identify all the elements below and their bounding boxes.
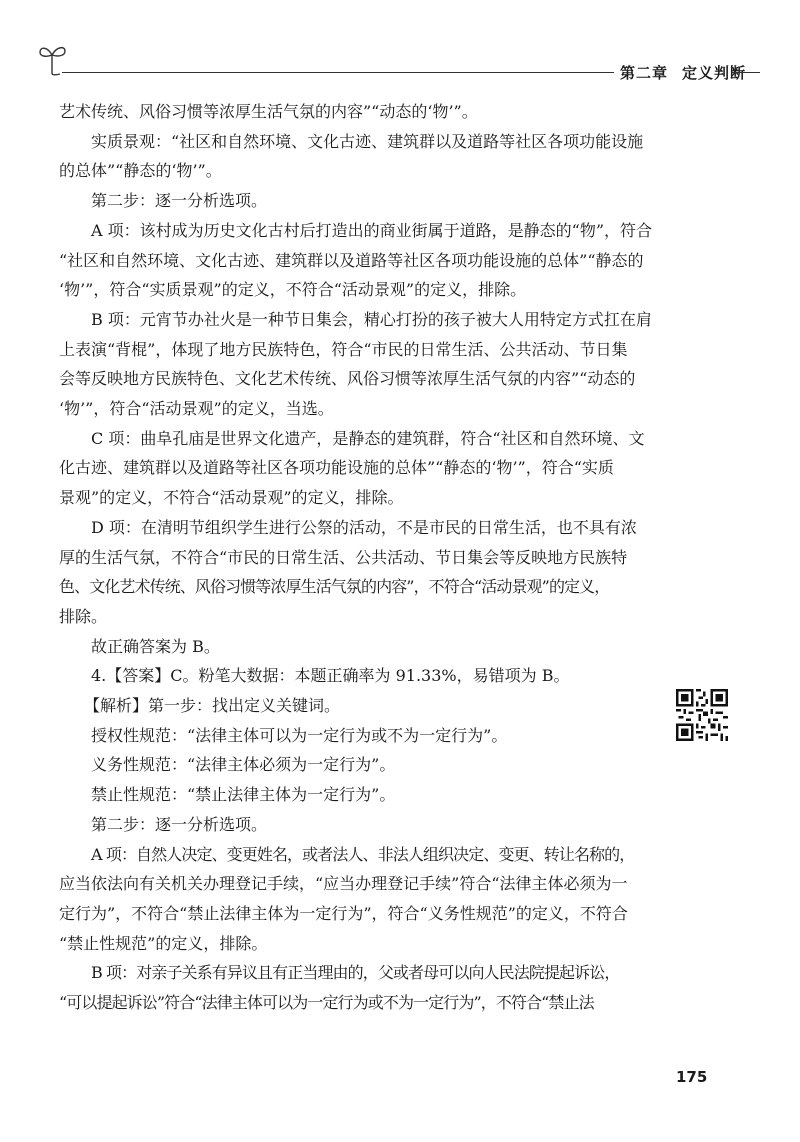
body-line: “社区和自然环境、文化古迹、建筑群以及道路等社区各项功能设施的总体”“静态的 — [59, 250, 644, 270]
body-line: 第二步：逐一分析选项。 — [91, 814, 268, 834]
body-line: 应当依法向有关机关办理登记手续，“应当办理登记手续”符合“法律主体必须为一 — [59, 874, 628, 894]
body-line: 禁止性规范：“禁止法律主体为一定行为”。 — [91, 785, 396, 805]
body-line: 景观”的定义，不符合“活动景观”的定义，排除。 — [59, 488, 404, 508]
body-line: “禁止性规范”的定义，排除。 — [59, 933, 268, 953]
body-line: 第二步：逐一分析选项。 — [91, 191, 268, 211]
body-line: D 项：在清明节组织学生进行公祭的活动，不是市民的日常生活，也不具有浓 — [91, 517, 637, 537]
body-line: 故正确答案为 B。 — [91, 636, 220, 656]
body-line: A 项：该村成为历史文化古村后打造出的商业街属于道路，是静态的“物”，符合 — [91, 220, 653, 240]
body-line: 艺术传统、风俗习惯等浓厚生活气氛的内容”“动态的‘物’”。 — [59, 102, 478, 121]
chapter-label: 第二章 — [620, 64, 669, 82]
body-line: 授权性规范：“法律主体可以为一定行为或不为一定行为”。 — [91, 725, 508, 745]
page-body — [59, 97, 653, 1018]
answer-line: 4.【答案】C。粉笔大数据：本题正确率为 91.33%，易错项为 B。 — [91, 666, 570, 686]
qr-code-icon[interactable] — [676, 689, 728, 741]
section-label: 定义判断 — [682, 64, 747, 82]
body-line: 会等反映地方民族特色、文化艺术传统、风俗习惯等浓厚生活气氛的内容”“动态的 — [59, 369, 636, 389]
page-number: 175 — [676, 1068, 708, 1086]
analysis-line: 【解析】第一步：找出定义关键词。 — [84, 696, 341, 716]
body-line: 定行为”，不符合“禁止法律主体为一定行为”，符合“义务性规范”的定义，不符合 — [59, 903, 628, 923]
body-line: B 项：对亲子关系有异议且有正当理由的，父或者母可以向人民法院提起诉讼， — [91, 963, 620, 983]
body-line: 上表演“背棍”，体现了地方民族特色，符合“市民的日常生活、公共活动、节日集 — [59, 339, 628, 359]
body-line: A 项：自然人决定、变更姓名，或者法人、非法人组织决定、变更、转让名称的， — [91, 844, 635, 864]
body-line: B 项：元宵节办社火是一种节日集会，精心打扮的孩子被大人用特定方式扛在肩 — [91, 309, 652, 329]
body-line: 厚的生活气氛，不符合“市民的日常生活、公共活动、节日集会等反映地方民族特 — [59, 547, 628, 567]
header-rule-right — [732, 72, 760, 73]
sprout-icon — [38, 42, 68, 76]
body-line: 实质景观：“社区和自然环境、文化古迹、建筑群以及道路等社区各项功能设施 — [91, 131, 644, 151]
body-line: ‘物’”，符合“活动景观”的定义，当选。 — [59, 399, 334, 419]
body-line: ‘物’”，符合“实质景观”的定义，不符合“活动景观”的定义，排除。 — [59, 280, 527, 300]
body-line: 排除。 — [59, 606, 108, 626]
page-header — [38, 40, 760, 80]
body-line: 化古迹、建筑群以及道路等社区各项功能设施的总体”“静态的‘物’”，符合“实质 — [59, 458, 614, 478]
body-line: 义务性规范：“法律主体必须为一定行为”。 — [91, 755, 396, 775]
body-line: 色、文化艺术传统、风俗习惯等浓厚生活气氛的内容”，不符合“活动景观”的定义， — [59, 577, 610, 597]
body-line: C 项：曲阜孔庙是世界文化遗产，是静态的建筑群，符合“社区和自然环境、文 — [91, 428, 645, 448]
body-line: 的总体”“静态的‘物’”。 — [59, 161, 222, 181]
chapter-title — [620, 62, 746, 83]
header-rule-left — [62, 72, 614, 73]
body-line: “可以提起诉讼”符合“法律主体可以为一定行为或不为一定行为”，不符合“禁止法 — [59, 993, 594, 1013]
